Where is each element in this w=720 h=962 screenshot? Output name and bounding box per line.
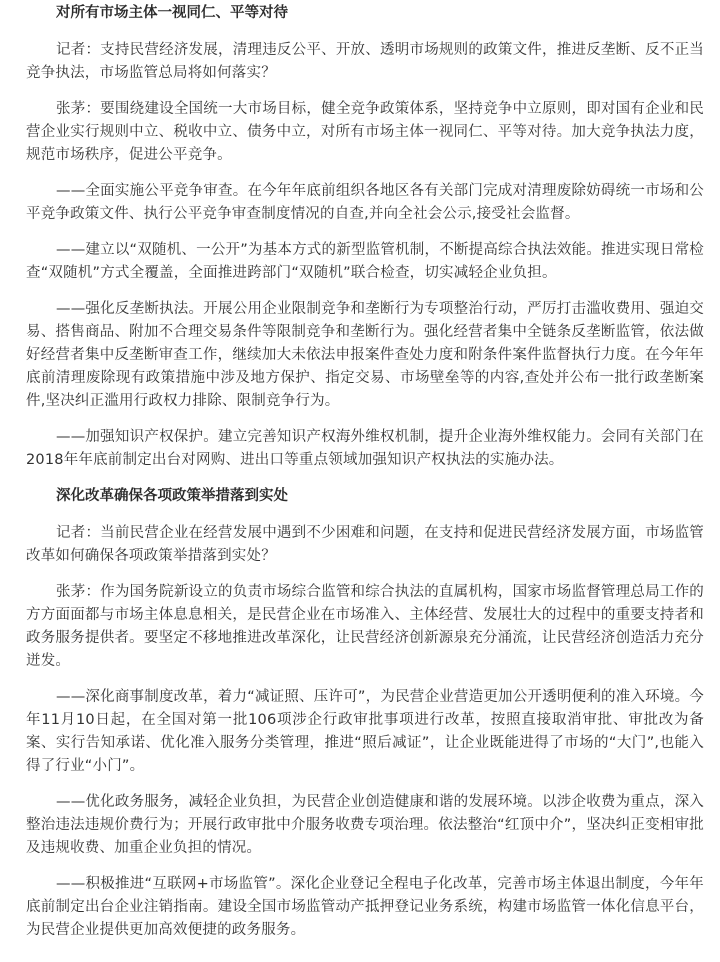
paragraph-internet-plus-supervision: ——积极推进“互联网+市场监管”。深化企业登记全程电子化改革，完善市场主体退出制度，今年年底前制定出台企业注销指南。建设全国市场监管动产抵押登记业务系统，构建市场监管一体化信息平台，为民营企业提供更加高效便捷的政务服务。 xyxy=(26,876,704,938)
paragraph-answer-2: 张茅：作为国务院新设立的负责市场综合监管和综合执法的直属机构，国家市场监督管理总局工作的方方面面都与市场主体息息相关，是民营企业在市场准入、主体经营、发展壮大的过程中的重要支持者和政务服务提供者。要坚定不移地推进改革深化，让民营经济创新源泉充分涌流，让民营经济创造活力充分迸发。 xyxy=(26,584,704,669)
paragraph-answer-1: 张茅：要围绕建设全国统一大市场目标，健全竞争政策体系，坚持竞争中立原则，即对国有企业和民营企业实行规则中立、税收中立、债务中立，对所有市场主体一视同仁、平等对待。加大竞争执法力度，规范市场秩序，促进公平竞争。 xyxy=(26,101,704,163)
paragraph-reporter-question-1: 记者：支持民营经济发展，清理违反公平、开放、透明市场规则的政策文件，推进反垄断、反不正当竞争执法，市场监管总局将如何落实？ xyxy=(26,42,704,81)
paragraph-ip-protection: ——加强知识产权保护。建立完善知识产权海外维权机制，提升企业海外维权能力。会同有关部门在2018年年底前制定出台对网购、进出口等重点领域加强知识产权执法的实施办法。 xyxy=(26,429,704,468)
section-heading-equal-treatment: 对所有市场主体一视同仁、平等对待 xyxy=(56,5,288,21)
section-heading-deepen-reform: 深化改革确保各项政策举措落到实处 xyxy=(56,488,288,504)
paragraph-reporter-question-2: 记者：当前民营企业在经营发展中遇到不少困难和问题，在支持和促进民营经济发展方面，市场监管改革如何确保各项政策举措落到实处？ xyxy=(26,525,704,564)
paragraph-government-services: ——优化政务服务，减轻企业负担，为民营企业创造健康和谐的发展环境。以涉企收费为重点，深入整治违法违规价费行为；开展行政审批中介服务收费专项治理。依法整治“红顶中介”，坚决纠正变相审批及违规收费、加重企业负担的情况。 xyxy=(26,794,704,856)
paragraph-antitrust-enforcement: ——强化反垄断执法。开展公用企业限制竞争和垄断行为专项整治行动，严厉打击滥收费用、强迫交易、搭售商品、附加不合理交易条件等限制竞争和垄断行为。强化经营者集中全链条反垄断监管，依法做好经营者集中反垄断审查工作，继续加大未依法申报案件查处力度和附条件案件监督执行力度。在今年年底前清理废除现有政策措施中涉及地方保护、指定交易、市场壁垒等的内容,查处并公布一批行政垄断案件,坚决纠正滥用行政权力排除、限制竞争行为。 xyxy=(26,301,704,409)
paragraph-commercial-reform: ——深化商事制度改革，着力“减证照、压许可”，为民营企业营造更加公开透明便利的准入环境。今年11月10日起，在全国对第一批106项涉企行政审批事项进行改革，按照直接取消审批、审批改为备案、实行告知承诺、优化准入服务分类管理，推进“照后减证”，让企业既能进得了市场的“大门”,也能入得了行业“小门”。 xyxy=(26,689,704,774)
paragraph-fair-competition-review: ——全面实施公平竞争审查。在今年年底前组织各地区各有关部门完成对清理废除妨碍统一市场和公平竞争政策文件、执行公平竞争审查制度情况的自查,并向全社会公示,接受社会监督。 xyxy=(26,183,704,222)
paragraph-double-random-supervision: ——建立以“双随机、一公开”为基本方式的新型监管机制，不断提高综合执法效能。推进实现日常检查“双随机”方式全覆盖，全面推进跨部门“双随机”联合检查，切实减轻企业负担。 xyxy=(26,242,704,281)
